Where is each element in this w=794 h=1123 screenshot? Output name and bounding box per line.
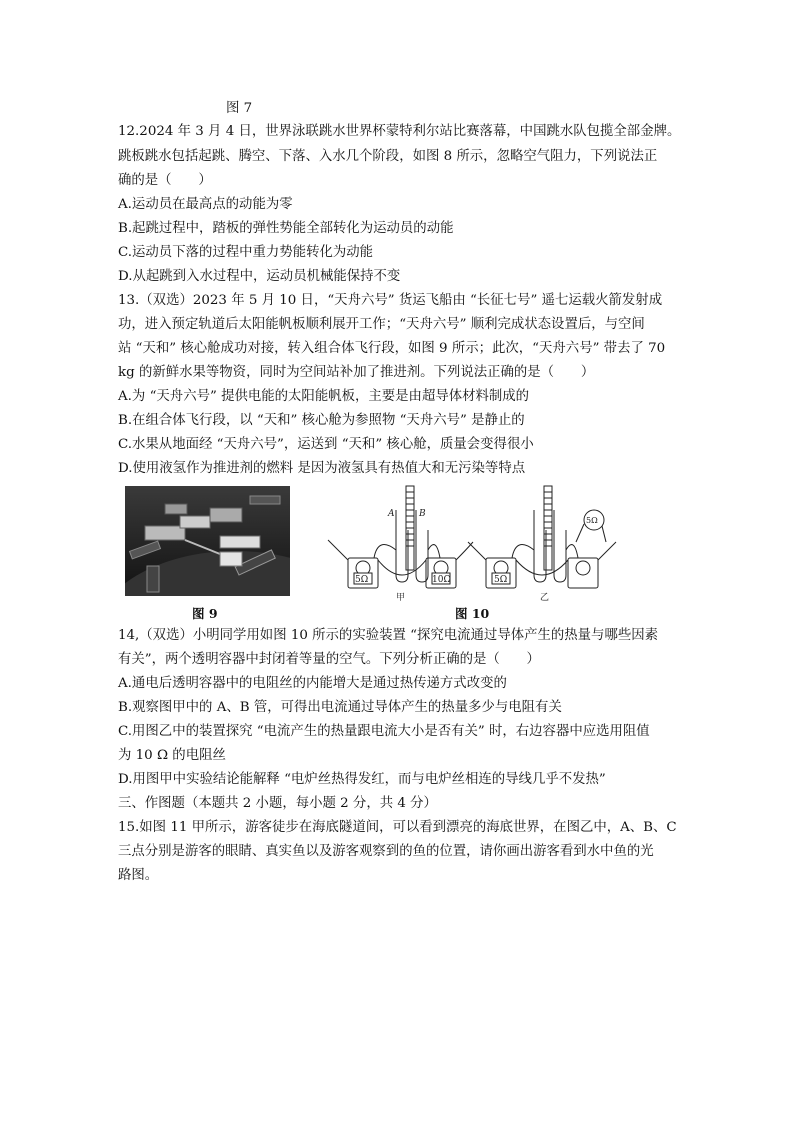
- question-12-stem-line-2: 跳板跳水包括起跳、腾空、下落、入水几个阶段，如图 8 所示，忽略空气阻力，下列说法正: [118, 149, 658, 164]
- question-12-stem-line-3: 确的是（ ）: [118, 173, 212, 188]
- question-13-option-c: C.水果从地面经 “天舟六号”，运送到 “天和” 核心舱，质量会变得很小: [118, 437, 534, 452]
- figure-10-yi-label: 乙: [540, 593, 550, 603]
- question-12-option-a: A.运动员在最高点的动能为零: [118, 197, 293, 212]
- question-15-stem-line-2: 三点分别是游客的眼睛、真实鱼以及游客观察到的鱼的位置，请你画出游客看到水中鱼的光: [118, 844, 654, 859]
- figure-10-apparatus: [318, 480, 618, 605]
- figure-10-caption: 图 10: [455, 606, 490, 621]
- question-14-stem-line-1: 14,（双选）小明同学用如图 10 所示的实验装置 “探究电流通过导体产生的热量与哪些因素: [118, 628, 659, 643]
- figure-10-jia-right-resistor: 10Ω: [432, 575, 451, 585]
- question-14-option-c: C.用图乙中的装置探究 “电流产生的热量跟电流大小是否有关” 时，右边容器中应选用阻值: [118, 724, 650, 739]
- question-15-stem-line-1: 15.如图 11 甲所示，游客徒步在海底隧道间，可以看到漂亮的海底世界，在图乙中，A、B、C: [118, 820, 677, 835]
- question-14-stem-line-2: 有关”，两个透明容器中封闭着等量的空气。下列分析正确的是（ ）: [118, 652, 540, 667]
- figure-10-tube-a-label: A: [388, 509, 395, 519]
- question-12-option-b: B.起跳过程中，踏板的弹性势能全部转化为运动员的动能: [118, 221, 454, 236]
- question-12-option-d: D.从起跳到入水过程中，运动员机械能保持不变: [118, 269, 401, 284]
- question-13-stem-line-1: 13.（双选）2023 年 5 月 10 日，“天舟六号” 货运飞船由 “长征七号” 遥七运载火箭发射成: [118, 293, 663, 308]
- figure-10-jia-left-resistor: 5Ω: [355, 575, 369, 585]
- question-13-option-b: B.在组合体飞行段，以 “天和” 核心舱为参照物 “天舟六号” 是静止的: [118, 413, 525, 428]
- question-14-option-d: D.用图甲中实验结论能解释 “电炉丝热得发红，而与电炉丝相连的导线几乎不发热”: [118, 772, 606, 787]
- figure-9-caption: 图 9: [192, 606, 218, 621]
- question-14-option-b: B.观察图甲中的 A、B 管，可得出电流通过导体产生的热量多少与电阻有关: [118, 700, 562, 715]
- question-14-option-c-cont: 为 10 Ω 的电阻丝: [118, 748, 226, 763]
- question-13-stem-line-3: 站 “天和” 核心舱成功对接，转入组合体飞行段，如图 9 所示；此次，“天舟六号” 带去了 70: [118, 341, 666, 356]
- question-13-stem-line-4: kg 的新鲜水果等物资，同时为空间站补加了推进剂。下列说法正确的是（ ）: [118, 365, 595, 380]
- section-3-heading: 三、作图题（本题共 2 小题，每小题 2 分，共 4 分）: [118, 796, 437, 811]
- figure-10-yi-left-resistor: 5Ω: [494, 575, 508, 585]
- question-13-option-d: D.使用液氢作为推进剂的燃料 是因为液氢具有热值大和无污染等特点: [118, 461, 526, 476]
- figure-7-caption: 图 7: [226, 101, 253, 116]
- figure-10-yi-external-resistor: 5Ω: [586, 516, 598, 525]
- question-13-option-a: A.为 “天舟六号” 提供电能的太阳能帆板，主要是由超导体材料制成的: [118, 389, 530, 404]
- question-12-stem-line-1: 12.2024 年 3 月 4 日，世界泳联跳水世界杯蒙特利尔站比赛落幕，中国跳水队包揽全部金牌。: [118, 124, 681, 139]
- question-14-option-a: A.通电后透明容器中的电阻丝的内能增大是通过热传递方式改变的: [118, 676, 507, 691]
- figure-10-jia: [328, 486, 473, 588]
- figure-10-tube-b-label: B: [419, 509, 426, 519]
- figure-10-jia-label: 甲: [396, 593, 406, 603]
- question-12-option-c: C.运动员下落的过程中重力势能转化为动能: [118, 245, 374, 260]
- question-15-stem-line-3: 路图。: [118, 868, 159, 883]
- question-13-stem-line-2: 功，进入预定轨道后太阳能帆板顺利展开工作；“天舟六号” 顺利完成状态设置后，与空间: [118, 317, 645, 332]
- figure-10-yi: [468, 486, 616, 588]
- figure-9-space-station-photo: [125, 486, 290, 596]
